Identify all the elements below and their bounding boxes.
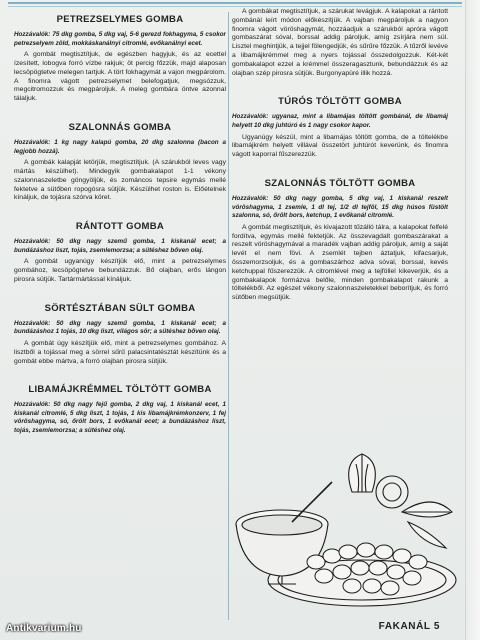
ingredients: Hozzávalók: 50 dkg nagy szemű gomba, 1 kiskanál ecet; a bundázáshoz liszt, tojás, zsemlemorzsa; a sütéshez bőven olaj. xyxy=(14,238,226,254)
recipe-text: Ugyanúgy készül, mint a libamájas töltött gomba, de a töltelékbe libamájkrém helyett villával összetört juhtúrót keverünk, és finomra vágott kaporral fűszerezzük. xyxy=(232,133,448,159)
ingredients: Hozzávalók: 50 dkg nagy fejű gomba, 2 dkg vaj, 1 kiskanál ecet, 1 kiskanál citromlé, 5 dkg liszt, 1 tojás, 1 kis libamájkrémkonzerv, 1 fej vöröshagyma, só, őrölt bors, 1 evőkanál ecet; a bundázáshoz liszt, tojás, zsemlemorzsa; a sütéshez olaj. xyxy=(14,401,226,435)
ingredients: Hozzávalók: 1 kg nagy kalapú gomba, 20 dkg szalonna (bacon a legjobb hozzá). xyxy=(14,138,226,155)
recipe-text: A gombát megtisztítjuk, de egészben hagyjuk, és az ecettel ízesített, lobogva forró vízbe rakjuk; öt percig főzzük, majd alaposan lecsöpögtetve melegen tartjuk. A tört fokhagymát a vajon megpárolom. A finomra vágott petrezselymet belefogatjuk, megsózzuk, megcitromozzuk és megpároljuk. A meleg gombára öntve azonnal tálaljuk. xyxy=(14,51,226,103)
left-column xyxy=(14,8,226,616)
recipe-title: PETREZSELYMES GOMBA xyxy=(56,14,184,25)
mushroom-dish-illustration xyxy=(232,452,458,612)
recipe-title: SZALONNÁS GOMBA xyxy=(68,121,172,133)
recipe-title: TÚRÓS TÖLTÖTT GOMBA xyxy=(278,96,402,108)
ingredients: Hozzávalók: 75 dkg gomba, 5 dkg vaj, 5-6 gerezd fokhagyma, 5 csokor petrezselyem zöld, mokkáskanálnyi citromlé, evőkanálnyi ecet. xyxy=(14,31,226,47)
recipe-text: A gombát úgy készítjük elő, mint a petrezselymes gombához. A lisztből a tojással meg a sörrel sűrű palacsintatésztát készítünk és a gombát ebbe mártva, a forró olajban pirosra sütjük. xyxy=(14,339,226,365)
page-edge xyxy=(465,0,480,640)
recipe-text: A gombákat megtisztítjuk, a szárukat levágjuk. A kalapokat a rántott gombánál leírt módon előkészítjük. A vajban megpároljuk a nagyon finomra vágott vöröshagymát, hozzáadjuk a szárukból apróra vágott gombaszárat sóval, borssal addig pároljuk, amíg zsírjára nem sül. Lisztel meghintjük, a tejjel fölengedjük, és sűrűre főzzük. A tűzről levéve a libamájkrémmel meg a nyers tojással összedolgozzuk. Két-két gombakalapot ezzel a krémmel összeragasztunk, bebundázzuk és az olajban szép pirosra sütjük. Burgonyapüré illik hozzá. xyxy=(232,8,448,77)
ingredients: Hozzávalók: 50 dkg nagy gomba, 5 dkg vaj, 1 kiskanál reszelt vöröshagyma, 1 zsemle, 1 dl tej, 1/2 dl tejföl, 15 dkg húsos füstölt szalonna, só, őrölt bors, ketchup, 1 evőkanál citromlé. xyxy=(232,194,448,220)
recipe-text: A gombát ugyanúgy készítjük elő, mint a petrezselymes gombához, lecsöpögtetve bebundázzuk. Bő olajban, erős lángon pirosra sütjük. Tartármártással kínáljuk. xyxy=(14,258,226,283)
top-rule xyxy=(8,2,462,4)
ingredients: Hozzávalók: 50 dkg nagy szemű gomba, 1 kiskanál ecet; a bundázáshoz 1 tojás, 10 dkg liszt, világos sör; a sütéshez bőven olaj. xyxy=(14,319,226,336)
recipe-text: A gombák kalapját letörjük, megtisztítjuk. (A szárukból leves vagy mártás készülhet). Mindegyik gombakalapot 1-1 vékony szalonnaszeletbe göngyöljük, és zománcos tepsire egymás mellé fektetve a sütőben ropogósra sütjük. Készülhet roston is. Előételnek kínáljuk, de tojásra szórva köret. xyxy=(14,159,226,202)
ingredients: Hozzávalók: ugyanaz, mint a libamájas töltött gombánál, de libamáj helyett 10 dkg juhtúró és 1 nagy csokor kapor. xyxy=(232,113,448,129)
recipe-title: SZALONNÁS TÖLTÖTT GOMBA xyxy=(264,177,416,189)
recipe-title: SÖRTÉSZTÁBAN SÜLT GOMBA xyxy=(44,302,196,314)
watermark: Antikvarium.hu xyxy=(6,623,82,634)
recipe-text: A gombát megtisztítjuk, és kivajazott tűzálló tálra, a kalapokat felfelé fordítva, egymás mellé fektetjük. Az összevagdalt gombaszárakat a reszelt vöröshagymával a maradék vajban addig pároljuk, amíg a saját levét el nem fövi. A zsemlét tejben áztatjuk, kifacsarjuk, összemorzsoljuk, és a gombaszárhoz adva sóval, borssal, kevés ketchuppal fűszerezzük. A citromlével meg a tejföllel kikeverjük, és a gombakalapok formázva belőle, minden gombakalapot rakunk a töltelékből. Az egészet vékony szalonnaszeletekkel beborítjuk, és forró sütőben megsütjük. xyxy=(232,223,448,302)
recipe-title: RÁNTOTT GOMBA xyxy=(75,221,165,233)
top-rule-thin xyxy=(8,6,462,7)
column-divider xyxy=(228,12,229,620)
recipe-title: LIBAMÁJKRÉMMEL TÖLTÖTT GOMBA xyxy=(28,384,212,396)
page-footer: FAKANÁL 5 xyxy=(378,621,440,632)
